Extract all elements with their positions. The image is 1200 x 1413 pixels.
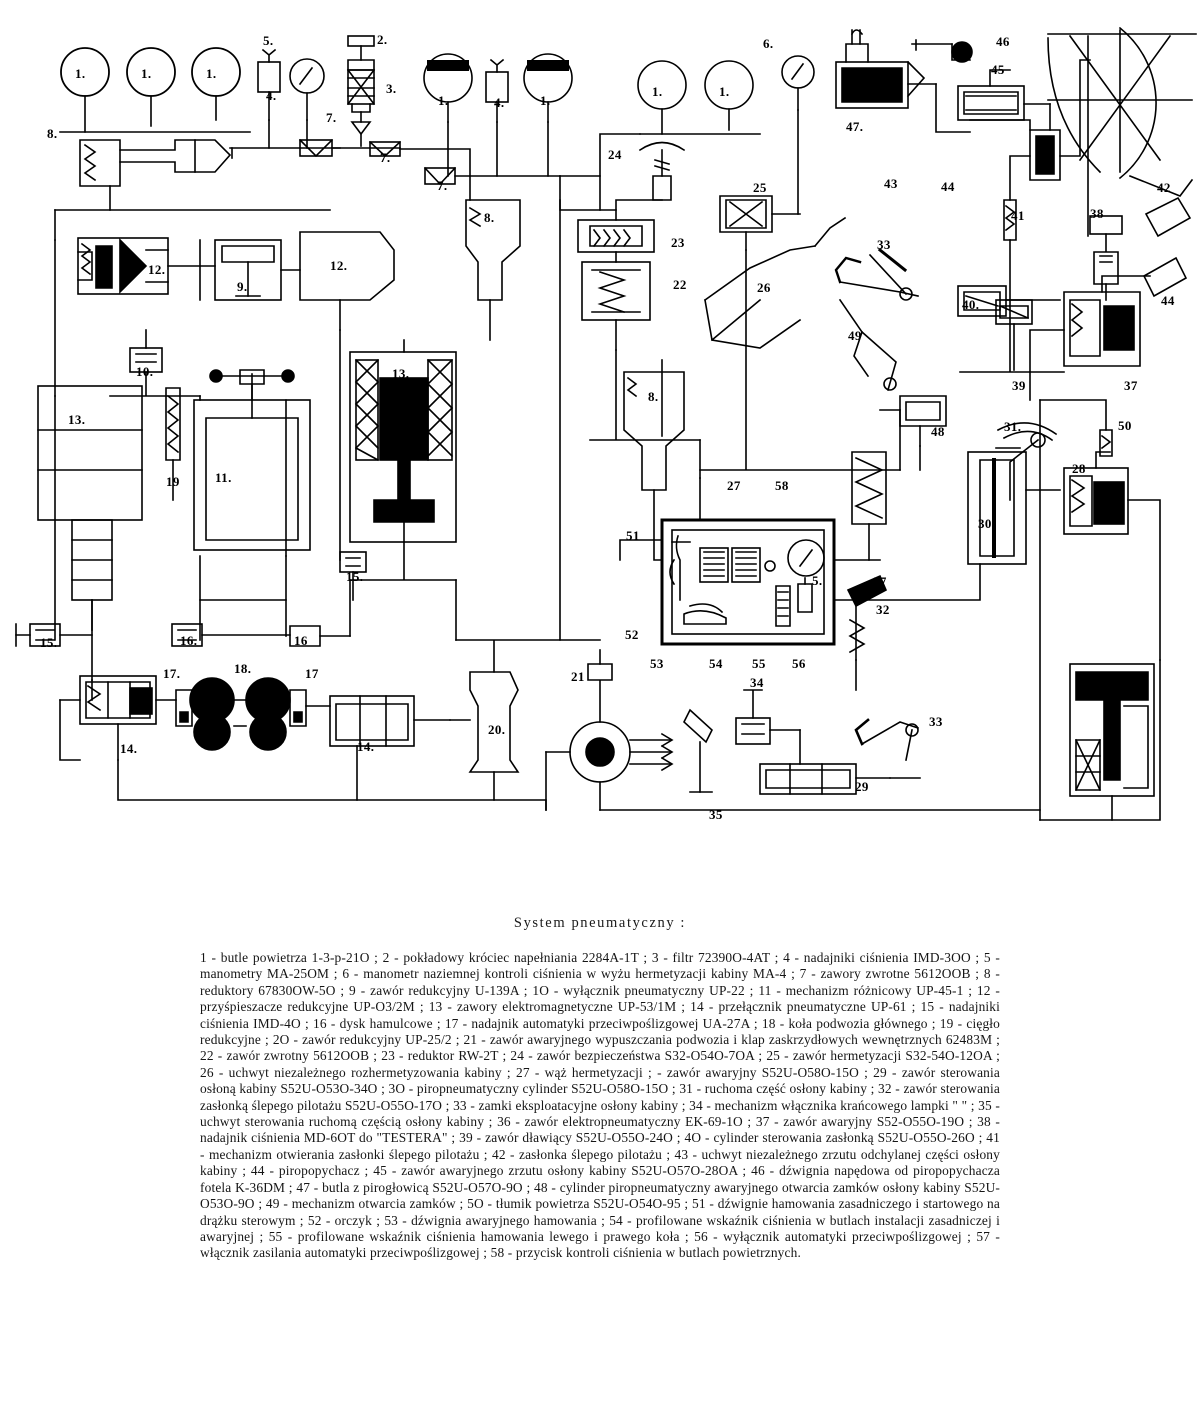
callout-label-50: 50 [1118, 418, 1132, 433]
callout-label-1: 1. [438, 93, 449, 108]
callout-label-25: 25 [753, 180, 767, 195]
callout-label-53: 53 [650, 656, 664, 671]
callout-label-8: 8. [47, 126, 58, 141]
callout-label-56: 56 [792, 656, 806, 671]
legend-title: System pneumatyczny : [513, 915, 687, 931]
callout-label-45: 45 [991, 62, 1005, 77]
callout-label-36: 36. [1089, 676, 1107, 691]
callout-label-42: 42 [1157, 180, 1171, 195]
callout-label-44: 44 [941, 179, 955, 194]
callout-label-22: 22 [673, 277, 687, 292]
callout-label-4: 4. [266, 88, 277, 103]
callout-label-12: 12. [330, 258, 348, 273]
callout-label-8: 8. [484, 210, 495, 225]
callout-label-1: 1. [719, 84, 730, 99]
callout-label-20: 20. [488, 722, 506, 737]
callout-label-2: 2. [377, 32, 388, 47]
callout-label-6: 6. [763, 36, 774, 51]
callout-label-17: 17 [305, 666, 319, 681]
callout-label-30: 30. [978, 516, 996, 531]
callout-label-1: 1. [540, 93, 551, 108]
callout-label-37: 37 [1124, 378, 1138, 393]
callout-label-1: 1. [75, 66, 86, 81]
callout-label-41: 41 [1011, 208, 1025, 223]
callout-label-3: 3. [386, 81, 397, 96]
callout-label-55: 55 [752, 656, 766, 671]
callout-label-51: 51 [626, 528, 640, 543]
callout-label-5: 5. [263, 33, 274, 48]
callout-label-34: 34 [750, 675, 764, 690]
callout-label-14: 14. [357, 739, 375, 754]
callout-label-16: 16 [294, 633, 308, 648]
callout-label-54: 54 [709, 656, 723, 671]
callout-label-10: 10. [136, 364, 154, 379]
callout-label-24: 24 [608, 147, 622, 162]
callout-label-38: 38 [1090, 206, 1104, 221]
callout-label-23: 23 [671, 235, 685, 250]
legend-body [200, 950, 1000, 1262]
callout-label-49: 49 [848, 328, 862, 343]
callout-label-7: 7. [437, 178, 448, 193]
callout-label-32: 32 [876, 602, 890, 617]
callout-label-48: 48 [931, 424, 945, 439]
callout-label-58: 58 [775, 478, 789, 493]
callout-label-15: 15. [346, 569, 364, 584]
callout-label-27: 27 [727, 478, 741, 493]
callout-label-8: 8. [648, 389, 659, 404]
callout-label-33: 33 [877, 237, 891, 252]
callout-label-13: 13. [392, 366, 410, 381]
callout-label-19: 19 [166, 474, 180, 489]
callout-label-26: 26 [757, 280, 771, 295]
callout-label-46: 46 [996, 34, 1010, 49]
callout-label-18: 18. [234, 661, 252, 676]
callout-label-15: 15. [40, 635, 58, 650]
callout-label-39: 39 [1012, 378, 1026, 393]
callout-label-13: 13. [68, 412, 86, 427]
callout-label-4: 4. [494, 95, 505, 110]
callout-label-43: 43 [884, 176, 898, 191]
callout-label-33: 33 [929, 714, 943, 729]
callout-label-28: 28 [1072, 461, 1086, 476]
callout-label-44: 44 [1161, 293, 1175, 308]
callout-label-21: 21 [571, 669, 585, 684]
callout-label-47: 47. [846, 119, 864, 134]
legend-paragraph: 1 - butle powietrza 1-3-p-21O ; 2 - pokładowy króciec napełniania 2284A-1T ; 3 - filtr 72390O-4AT ; 4 - nadajniki ciśnienia IMD-3OO ; 5 - manometry MA-25OM ; 6 - manometr naziemnej kontroli ciśnienia w wyżu hermetyzacji kabiny MA-4 ; 7 - zawory zwrotne 5612OOB ; 8 - reduktory 67830OW-5O ; 9 - zawór redukcyjny U-139A ; 1O - wyłącznik pneumatyczny UP-22 ; 11 - mechanizm różnicowy UP-45-1 ; 12 - przyśpieszacze redukcyjne UP-O3/2M ; 13 - zawory elektromagnetyczne UP-53/1M ; 14 - przełącznik pneumatyczne UP-61 ; 15 - nadajniki ciśnienia IMD-4O ; 16 - dysk hamulcowe ; 17 - nadajnik automatyki przeciwpoślizgowej UA-27A ; 18 - koła podwozia głównego ; 19 - cięgło redukcyjne ; 2O - zawór redukcyjny UP-25/2 ; 21 - zawór awaryjnego wypuszczania podwozia i klap zaskrzydłowych wewnętrznych 62483M ; 22 - zawór zwrotny 5612OOB ; 23 - reduktor RW-2T ; 24 - zawór bezpieczeństwa S32-O54O-7OA ; 25 - zawór hermetyzacji S32-54O-12OA ; 26 - uchwyt niezależnego rozhermetyzowania kabiny ; 27 - wąż hermetyzacji ; - zawór awaryjny S52U-O58O-15O ; 29 - zawór sterowania osłoną kabiny S52U-O53O-34O ; 3O - piropneumatyczny cylinder S52U-O58O-15O ; 31 - ruchoma część osłony kabiny ; 32 - zawór sterowania zasłonką ślepego pilotażu S52U-O55O-17O ; 33 - zamki eksploatacyjne osłony kabiny ; 34 - mechanizm włącznika krańcowego lampki " " ; 35 - uchwyt sterowania ruchomą częścią osłony kabiny ; 36 - zawór elektropneumatyczny EK-69-1O ; 37 - zawór awaryjny S52-O55O-19O ; 38 - nadajnik ciśnienia MD-6OT do "TESTERA" ; 39 - zawór dławiący S52U-O55O-24O ; 4O - cylinder sterowania zasłonką S52U-O55O-26O ; 41 - mechanizm otwierania zasłonki ślepego pilotażu ; 42 - zasłonka ślepego pilotażu ; 43 - uchwyt niezależnego zrzutu odchylanej części osłony kabiny ; 44 - piropopychacz ; 45 - zawór awaryjnego zrzutu osłony kabiny S52U-O57O-28OA ; 46 - dźwignia napędowa od piropopychacza fotela K-36DM ; 47 - butla z pirogłowicą S52U-O57O-9O ; 48 - cylinder piropneumatyczny awaryjnego otwarcia zamków osłony kabiny S52U-O53O-9O ; 49 - mechanizm otwarcia zamków ; 5O - tłumik powietrza S52U-O54O-95 ; 51 - dźwignie hamowania zasadniczego i startowego na drążku sterowym ; 52 - orczyk ; 53 - dźwignia awaryjnego hamowania ; 54 - profilowane wskaźnik ciśnienia w butlach instalacji zasadniczej i awaryjnej ; 55 - profilowane wskaźnik ciśnienia hamowania lewego i prawego koła ; 56 - wyłącznik automatyki przeciwpoślizgowej ; 57 - włącznik zasilania automatyki przeciwpoślizgowej ; 58 - przycisk kontroli ciśnienia w butlach powietrznych. [200, 950, 1000, 1261]
callout-label-9: 9. [237, 279, 248, 294]
callout-label-16: 16. [180, 633, 198, 648]
callout-label-17: 17. [163, 666, 181, 681]
callout-label-11: 11. [215, 470, 232, 485]
callout-label-12: 12. [148, 262, 166, 277]
callout-label-14: 14. [120, 741, 138, 756]
callout-label-1: 1. [141, 66, 152, 81]
callout-label-1: 1. [206, 66, 217, 81]
callout-label-52: 52 [625, 627, 639, 642]
callout-label-7: 7. [380, 150, 391, 165]
callout-label-35: 35 [709, 807, 723, 822]
callout-label-1: 1. [652, 84, 663, 99]
legend-block [0, 915, 1200, 1262]
callout-label-5: 5. [812, 573, 823, 588]
callout-label-29: 29 [855, 779, 869, 794]
callout-label-31: 31. [1004, 419, 1022, 434]
callout-label-7: 7. [326, 110, 337, 125]
callout-label-40: 40. [962, 297, 980, 312]
callout-label-57: 57 [873, 574, 887, 589]
